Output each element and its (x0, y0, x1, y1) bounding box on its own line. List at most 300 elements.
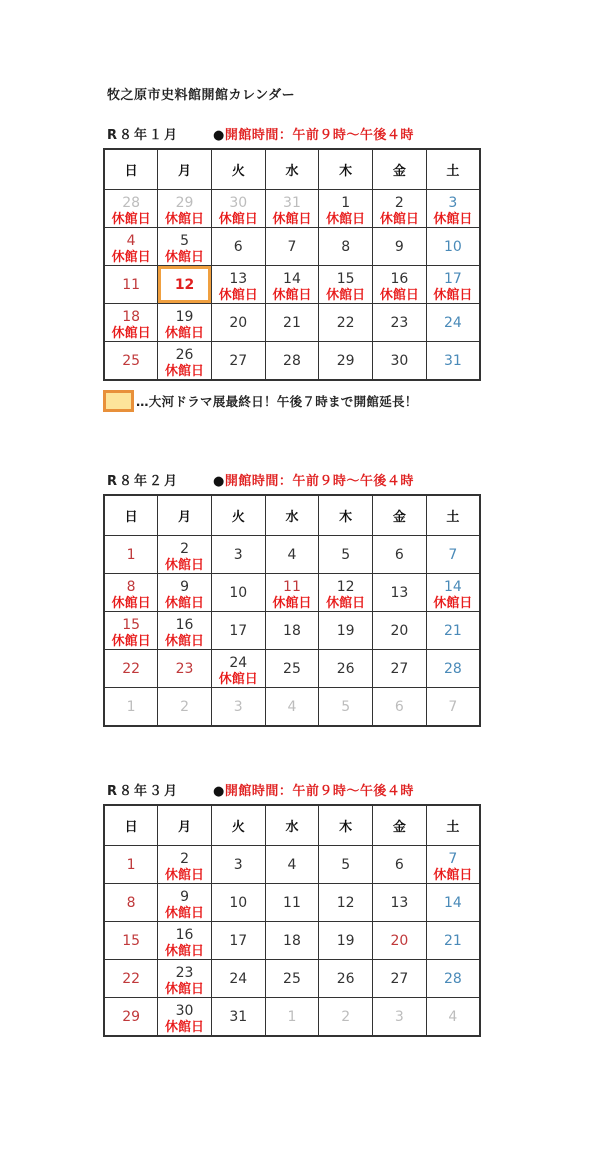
opening-hours (213, 470, 414, 489)
closed-day-label: 休館日 (165, 250, 205, 265)
closed-day-label: 休館日 (379, 288, 419, 303)
day-number: 31 (229, 1008, 248, 1025)
opening-hours-text: 開館時間：午前９時～午後４時 (224, 784, 414, 799)
week-row (104, 574, 480, 612)
closed-day-label: 休館日 (433, 868, 473, 883)
weekday-header: 木 (319, 149, 373, 190)
day-cell (373, 304, 427, 342)
day-cell (426, 304, 480, 342)
day-cell (426, 612, 480, 650)
day-cell-closed (104, 612, 158, 650)
opening-hours (213, 124, 414, 143)
closed-day-label: 休館日 (111, 596, 151, 611)
day-number: 24 (229, 970, 248, 987)
week-row (104, 960, 480, 998)
day-number: 24 (443, 314, 462, 331)
closed-day-label: 休館日 (326, 288, 366, 303)
day-cell-closed (265, 574, 319, 612)
week-row (104, 650, 480, 688)
day-cell (426, 922, 480, 960)
closed-day-label: 休館日 (272, 596, 312, 611)
day-number: 3 (233, 856, 243, 873)
day-number: 26 (175, 347, 194, 363)
day-cell (319, 612, 373, 650)
closed-day-label: 休館日 (218, 672, 258, 687)
day-cell (211, 574, 265, 612)
day-cell-closed (211, 266, 265, 304)
day-cell-closed (158, 998, 212, 1037)
day-number: 2 (180, 851, 190, 867)
closed-day-label: 休館日 (165, 944, 205, 959)
day-number: 22 (122, 660, 141, 677)
day-number: 21 (443, 622, 462, 639)
day-cell (211, 304, 265, 342)
day-number: 28 (443, 970, 462, 987)
day-cell (265, 688, 319, 727)
day-number: 30 (229, 195, 248, 211)
legend-text: …大河ドラマ展最終日！午後７時まで開館延長！ (136, 394, 418, 409)
day-cell (211, 228, 265, 266)
day-number: 30 (390, 352, 409, 369)
day-number: 18 (283, 932, 301, 949)
day-number: 10 (229, 584, 248, 601)
closed-day-label: 休館日 (165, 906, 205, 921)
weekday-header: 火 (211, 805, 265, 846)
week-row (104, 342, 480, 381)
closed-day-label: 休館日 (218, 288, 258, 303)
day-number: 29 (175, 195, 194, 211)
day-number: 2 (341, 1008, 351, 1025)
month-header (103, 776, 481, 804)
day-cell (265, 998, 319, 1037)
day-cell (373, 650, 427, 688)
closed-day-label: 休館日 (326, 596, 366, 611)
day-cell (265, 922, 319, 960)
day-cell-closed (426, 190, 480, 228)
day-number: 27 (390, 970, 409, 987)
day-cell-closed (426, 574, 480, 612)
closed-day-label: 休館日 (165, 596, 205, 611)
opening-hours-text: 開館時間：午前９時～午後４時 (224, 128, 414, 143)
day-number: 6 (394, 856, 404, 873)
day-number: 24 (229, 655, 248, 671)
day-cell (211, 846, 265, 884)
day-number: 7 (287, 238, 297, 255)
day-cell (104, 846, 158, 884)
day-cell-closed (104, 304, 158, 342)
day-cell (211, 342, 265, 381)
month-march (103, 776, 481, 1037)
day-number: 2 (180, 541, 190, 557)
day-number: 3 (394, 1008, 404, 1025)
day-cell-closed (158, 342, 212, 381)
day-cell-closed (158, 228, 212, 266)
bullet-icon: ● (213, 784, 225, 799)
day-cell (158, 650, 212, 688)
closed-day-label: 休館日 (111, 212, 151, 227)
day-number: 6 (394, 546, 404, 563)
day-number: 12 (336, 579, 355, 595)
day-cell-closed (211, 650, 265, 688)
day-number: 9 (394, 238, 404, 255)
weekday-header: 日 (104, 149, 158, 190)
day-number: 1 (126, 856, 136, 873)
day-cell (373, 688, 427, 727)
day-cell (211, 960, 265, 998)
day-cell (265, 536, 319, 574)
day-cell (319, 688, 373, 727)
day-number: 4 (287, 698, 297, 715)
week-row (104, 846, 480, 884)
day-number: 16 (175, 617, 194, 633)
day-number: 15 (336, 271, 355, 287)
day-number: 31 (283, 195, 301, 211)
week-row (104, 228, 480, 266)
day-cell (373, 342, 427, 381)
closed-day-label: 休館日 (165, 326, 205, 341)
day-number: 13 (229, 271, 248, 287)
weekday-header: 月 (158, 149, 212, 190)
weekday-header: 日 (104, 805, 158, 846)
opening-hours-text: 開館時間：午前９時～午後４時 (224, 474, 414, 489)
closed-day-label: 休館日 (218, 212, 258, 227)
day-cell-closed (319, 266, 373, 304)
day-number: 23 (390, 314, 409, 331)
day-number: 9 (180, 889, 190, 905)
day-cell (373, 960, 427, 998)
closed-day-label: 休館日 (165, 868, 205, 883)
day-cell-closed (104, 574, 158, 612)
day-number: 5 (341, 856, 351, 873)
day-cell (104, 536, 158, 574)
day-cell-closed (211, 190, 265, 228)
day-cell (426, 688, 480, 727)
day-number: 25 (283, 660, 301, 677)
day-cell-closed (319, 574, 373, 612)
day-cell (104, 688, 158, 727)
day-cell (265, 304, 319, 342)
day-cell (265, 612, 319, 650)
day-cell (373, 574, 427, 612)
day-number: 14 (283, 271, 301, 287)
week-row (104, 266, 480, 304)
week-row (104, 612, 480, 650)
day-cell (158, 688, 212, 727)
day-cell (319, 922, 373, 960)
day-cell-closed (319, 190, 373, 228)
day-cell (265, 960, 319, 998)
day-cell-closed (158, 304, 212, 342)
day-cell (319, 846, 373, 884)
day-cell (104, 342, 158, 381)
day-number: 29 (122, 1008, 141, 1025)
weekday-header: 土 (426, 149, 480, 190)
day-cell (265, 342, 319, 381)
closed-day-label: 休館日 (165, 212, 205, 227)
day-cell (373, 998, 427, 1037)
day-number: 10 (443, 238, 462, 255)
day-cell (426, 536, 480, 574)
weekday-header-row (104, 149, 480, 190)
opening-hours (213, 780, 414, 799)
day-number: 8 (126, 579, 136, 595)
day-cell-closed (265, 190, 319, 228)
day-cell (319, 884, 373, 922)
weekday-header: 火 (211, 495, 265, 536)
day-cell (426, 650, 480, 688)
day-cell (104, 650, 158, 688)
day-cell-closed (158, 574, 212, 612)
day-number: 1 (341, 195, 351, 211)
day-number: 5 (341, 698, 351, 715)
day-cell (426, 884, 480, 922)
day-number: 19 (336, 932, 355, 949)
day-number: 1 (287, 1008, 297, 1025)
day-number: 23 (175, 965, 194, 981)
week-row (104, 688, 480, 727)
month-header (103, 466, 481, 494)
day-cell (265, 884, 319, 922)
day-number: 28 (283, 352, 301, 369)
day-cell-closed (158, 536, 212, 574)
day-cell (426, 342, 480, 381)
weekday-header-row (104, 495, 480, 536)
day-cell (211, 884, 265, 922)
day-number: 4 (126, 233, 136, 249)
day-number: 4 (287, 546, 297, 563)
day-cell (104, 266, 158, 304)
closed-day-label: 休館日 (433, 212, 473, 227)
day-cell (211, 536, 265, 574)
day-number: 20 (390, 622, 409, 639)
closed-day-label: 休館日 (433, 288, 473, 303)
day-number: 17 (443, 271, 462, 287)
weekday-header: 日 (104, 495, 158, 536)
day-number: 6 (233, 238, 243, 255)
weekday-header: 木 (319, 495, 373, 536)
month-label: R８年１月 (107, 128, 180, 143)
closed-day-label: 休館日 (165, 1020, 205, 1035)
day-number: 27 (390, 660, 409, 677)
day-number: 6 (394, 698, 404, 715)
day-number: 12 (336, 894, 355, 911)
highlight-swatch (103, 390, 134, 412)
day-number: 18 (283, 622, 301, 639)
month-february (103, 466, 481, 727)
day-cell (265, 228, 319, 266)
page-title: 牧之原市史料館開館カレンダー (107, 88, 296, 103)
day-cell-closed (158, 884, 212, 922)
day-number: 12 (174, 276, 195, 293)
day-cell (373, 228, 427, 266)
weekday-header: 金 (373, 805, 427, 846)
day-cell (104, 960, 158, 998)
day-number: 14 (443, 579, 462, 595)
closed-day-label: 休館日 (111, 326, 151, 341)
day-number: 10 (229, 894, 248, 911)
week-row (104, 998, 480, 1037)
day-cell (319, 998, 373, 1037)
day-number: 3 (233, 546, 243, 563)
day-cell (104, 922, 158, 960)
day-number: 11 (122, 276, 141, 293)
day-cell (211, 922, 265, 960)
weekday-header: 土 (426, 495, 480, 536)
day-cell (104, 998, 158, 1037)
day-number: 28 (122, 195, 141, 211)
week-row (104, 884, 480, 922)
day-number: 2 (394, 195, 404, 211)
day-cell-highlighted (158, 266, 212, 304)
closed-day-label: 休館日 (326, 212, 366, 227)
day-number: 8 (341, 238, 351, 255)
day-number: 26 (336, 970, 355, 987)
day-number: 27 (229, 352, 248, 369)
closed-day-label: 休館日 (165, 558, 205, 573)
week-row (104, 190, 480, 228)
weekday-header: 木 (319, 805, 373, 846)
day-cell (373, 884, 427, 922)
day-number: 20 (390, 932, 409, 949)
day-number: 20 (229, 314, 248, 331)
weekday-header: 水 (265, 805, 319, 846)
day-number: 7 (448, 546, 458, 563)
day-number: 29 (336, 352, 355, 369)
day-cell-closed (373, 190, 427, 228)
day-cell-closed (426, 846, 480, 884)
weekday-header: 水 (265, 149, 319, 190)
week-row (104, 304, 480, 342)
day-cell-closed (104, 190, 158, 228)
day-number: 14 (443, 894, 462, 911)
calendar-table (103, 494, 481, 727)
day-cell-closed (426, 266, 480, 304)
weekday-header: 火 (211, 149, 265, 190)
day-number: 1 (126, 698, 136, 715)
day-cell (211, 998, 265, 1037)
day-cell (426, 228, 480, 266)
day-cell-closed (158, 846, 212, 884)
day-cell (426, 998, 480, 1037)
day-cell-closed (158, 190, 212, 228)
day-number: 15 (122, 932, 141, 949)
day-number: 16 (175, 927, 194, 943)
weekday-header: 月 (158, 805, 212, 846)
day-cell (211, 612, 265, 650)
day-cell (319, 342, 373, 381)
day-number: 7 (448, 698, 458, 715)
day-number: 9 (180, 579, 190, 595)
weekday-header: 金 (373, 149, 427, 190)
month-label: R８年２月 (107, 474, 180, 489)
day-number: 15 (122, 617, 141, 633)
closed-day-label: 休館日 (272, 288, 312, 303)
weekday-header: 金 (373, 495, 427, 536)
calendar-table (103, 148, 481, 381)
day-cell (265, 846, 319, 884)
weekday-header: 水 (265, 495, 319, 536)
day-cell (319, 960, 373, 998)
day-number: 23 (175, 660, 194, 677)
day-cell-closed (158, 612, 212, 650)
day-number: 5 (341, 546, 351, 563)
day-number: 3 (448, 195, 458, 211)
day-cell (319, 536, 373, 574)
day-number: 13 (390, 584, 409, 601)
day-number: 13 (390, 894, 409, 911)
day-number: 31 (443, 352, 462, 369)
day-cell (373, 922, 427, 960)
day-number: 11 (283, 579, 301, 595)
closed-day-label: 休館日 (272, 212, 312, 227)
day-number: 25 (122, 352, 141, 369)
day-number: 3 (233, 698, 243, 715)
bullet-icon: ● (213, 128, 225, 143)
day-number: 5 (180, 233, 190, 249)
day-cell (373, 846, 427, 884)
day-number: 21 (443, 932, 462, 949)
day-number: 26 (336, 660, 355, 677)
calendar-table (103, 804, 481, 1037)
day-cell-closed (158, 922, 212, 960)
day-cell-closed (373, 266, 427, 304)
weekday-header: 月 (158, 495, 212, 536)
day-number: 11 (283, 894, 301, 911)
day-number: 22 (122, 970, 141, 987)
closed-day-label: 休館日 (165, 364, 205, 379)
day-number: 25 (283, 970, 301, 987)
closed-day-label: 休館日 (165, 982, 205, 997)
day-number: 30 (175, 1003, 194, 1019)
day-number: 2 (180, 698, 190, 715)
day-number: 8 (126, 894, 136, 911)
day-number: 18 (122, 309, 141, 325)
month-january (103, 120, 481, 381)
day-number: 21 (283, 314, 301, 331)
day-cell (211, 688, 265, 727)
weekday-header-row (104, 805, 480, 846)
day-cell (373, 612, 427, 650)
day-number: 22 (336, 314, 355, 331)
day-number: 19 (175, 309, 194, 325)
day-number: 16 (390, 271, 409, 287)
day-number: 1 (126, 546, 136, 563)
day-number: 17 (229, 932, 248, 949)
day-cell (265, 650, 319, 688)
day-number: 28 (443, 660, 462, 677)
month-header (103, 120, 481, 148)
day-number: 17 (229, 622, 248, 639)
day-cell (373, 536, 427, 574)
day-cell-closed (104, 228, 158, 266)
day-cell-closed (158, 960, 212, 998)
month-label: R８年３月 (107, 784, 180, 799)
legend (103, 388, 418, 414)
closed-day-label: 休館日 (379, 212, 419, 227)
closed-day-label: 休館日 (433, 596, 473, 611)
bullet-icon: ● (213, 474, 225, 489)
day-cell (426, 960, 480, 998)
closed-day-label: 休館日 (165, 634, 205, 649)
weekday-header: 土 (426, 805, 480, 846)
day-number: 19 (336, 622, 355, 639)
day-number: 7 (448, 851, 458, 867)
week-row (104, 536, 480, 574)
closed-day-label: 休館日 (111, 634, 151, 649)
day-cell (319, 228, 373, 266)
day-cell (104, 884, 158, 922)
week-row (104, 922, 480, 960)
